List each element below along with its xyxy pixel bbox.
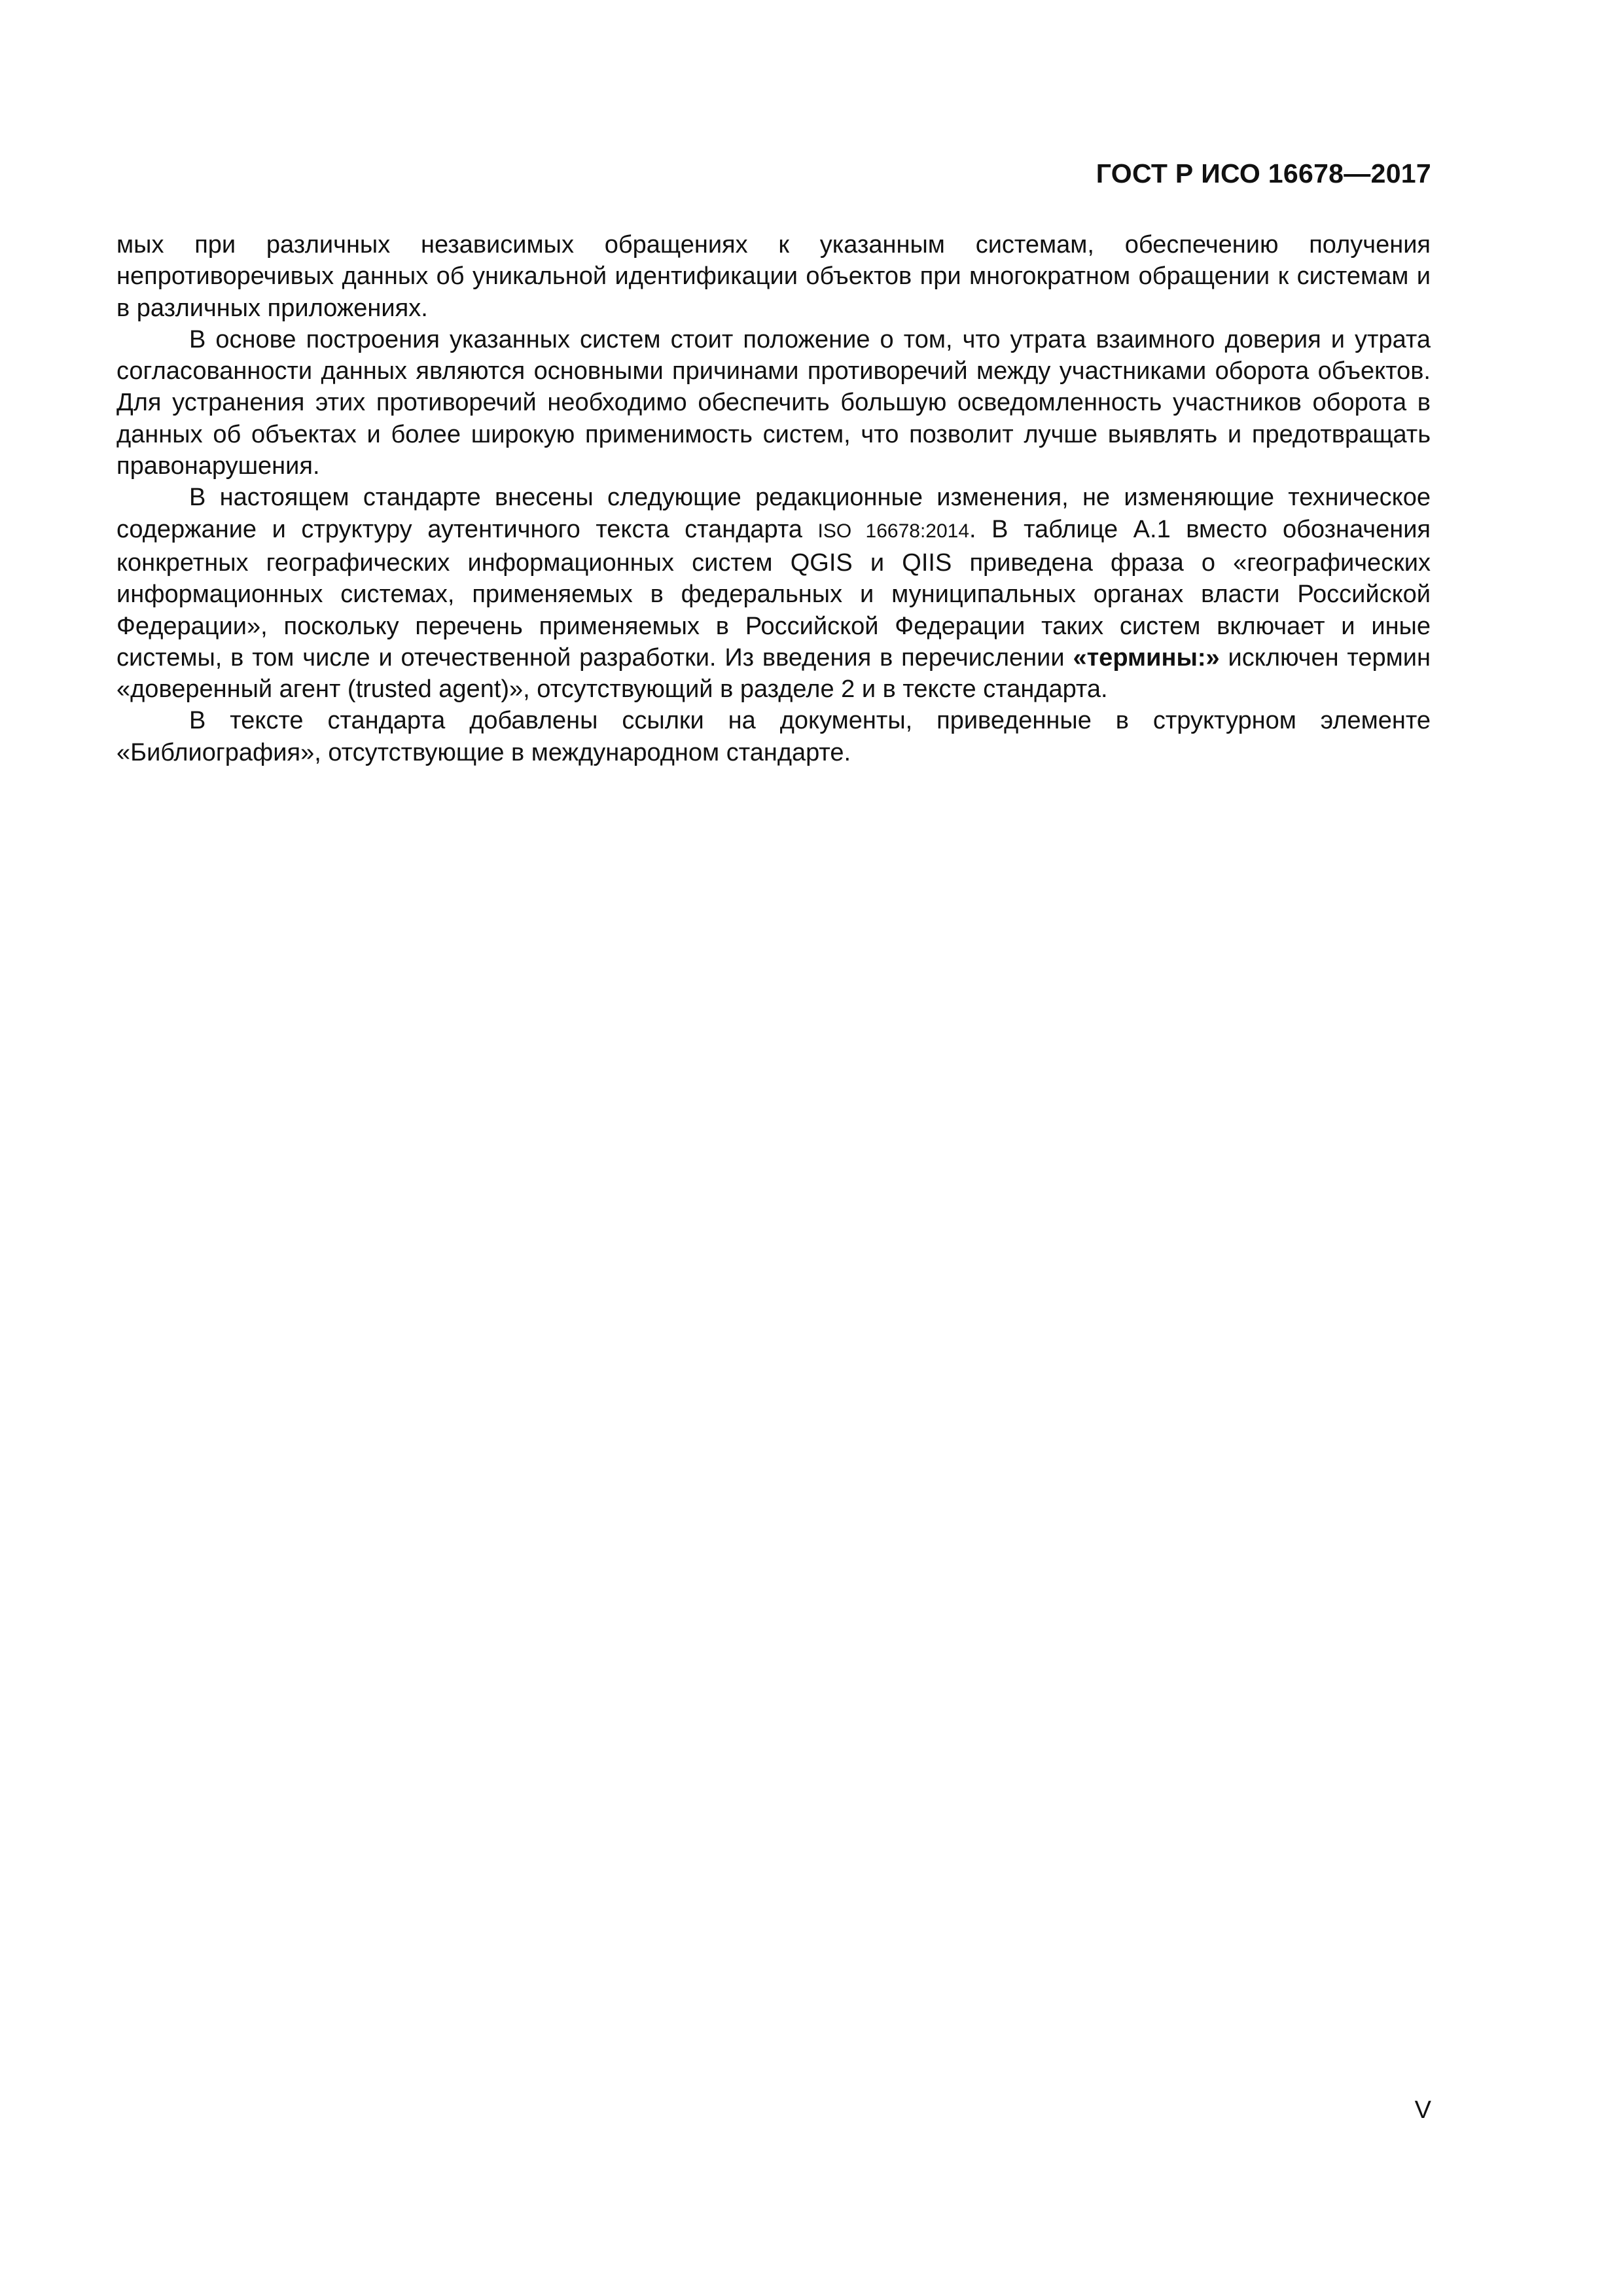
editorial-text-part-3: исключен термин «доверенный агент (trusted agent)», отсутствующий в разделе 2 и в тексте стандарта. — [116, 643, 1431, 704]
editorial-text-part-2: . В таблице А.1 вместо обозначения конкретных географических информационных систем QGIS и QIIS приведена фраза о «географических информационных системах, применяемых в федеральных и муниципальных органах власти Российской Федерации», поскольку перечень применяемых в Российской Федерации таких систем включает и иные системы, в том числе и отечественной разработки. Из введения в перечислении — [116, 515, 1431, 672]
iso-reference: ISO 16678:2014 — [817, 520, 970, 542]
bold-term: «термины:» — [1073, 643, 1220, 672]
page-number: V — [1414, 2096, 1431, 2124]
paragraph-bibliography: В тексте стандарта добавлены ссылки на документы, приведенные в структурном элементе «Библиография», отсутствующие в международном стандарте. — [116, 707, 1431, 766]
editorial-text-part-1: В настоящем стандарте внесены следующие редакционные изменения, не изменяющие техническое содержание и структуру аутентичного текста стандарта — [116, 484, 1431, 543]
body-text — [116, 229, 1431, 768]
paragraph-trust-basis: В основе построения указанных систем стоит положение о том, что утрата взаимного доверия и утрата согласованности данных являются основными причинами противоречий между участниками оборота объектов. Для устранения этих противоречий необходимо обеспечить большую осведомленность участников оборота в данных об объектах и более широкую применимость систем, что позволит лучше выявлять и предотвращать правонарушения. — [116, 325, 1431, 480]
standard-designation: ГОСТ Р ИСО 16678—2017 — [1096, 158, 1431, 188]
paragraph-continuation: мых при различных независимых обращениях к указанным системам, обеспечению получения непротиворечивых данных об уникальной идентификации объектов при многократном обращении к системам и в различных приложениях. — [116, 231, 1431, 322]
paragraph-editorial-changes — [116, 482, 1431, 705]
